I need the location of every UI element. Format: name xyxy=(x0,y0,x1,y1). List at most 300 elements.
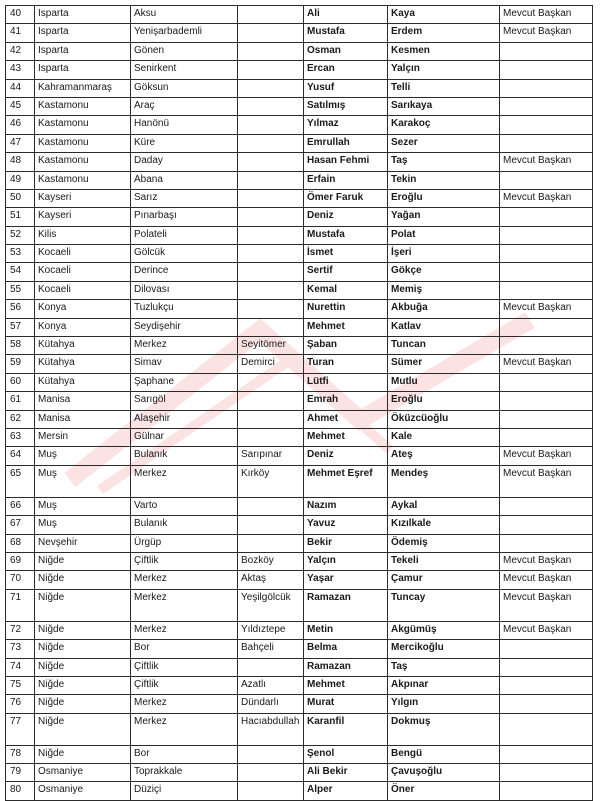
note-cell xyxy=(500,42,593,60)
row-number: 56 xyxy=(6,300,35,318)
first-name-cell: Mustafa xyxy=(304,226,388,244)
note-cell xyxy=(500,516,593,534)
village-cell xyxy=(238,745,304,763)
district-cell: Daday xyxy=(131,153,238,171)
table-row xyxy=(6,713,593,745)
note-cell xyxy=(500,337,593,355)
first-name-cell: Ercan xyxy=(304,61,388,79)
last-name-cell: Polat xyxy=(388,226,500,244)
first-name-cell: Yılmaz xyxy=(304,116,388,134)
table-row xyxy=(6,61,593,79)
village-cell xyxy=(238,658,304,676)
row-number: 65 xyxy=(6,465,35,497)
last-name-cell: Eroğlu xyxy=(388,189,500,207)
province-cell: Manisa xyxy=(35,392,131,410)
village-cell xyxy=(238,300,304,318)
note-cell xyxy=(500,782,593,800)
table-row xyxy=(6,134,593,152)
table-row xyxy=(6,42,593,60)
village-cell xyxy=(238,534,304,552)
table-row xyxy=(6,640,593,658)
district-cell: Pınarbaşı xyxy=(131,208,238,226)
table-row xyxy=(6,552,593,570)
province-cell: Kastamonu xyxy=(35,134,131,152)
table-row xyxy=(6,534,593,552)
table-row xyxy=(6,318,593,336)
table-row xyxy=(6,281,593,299)
note-cell xyxy=(500,534,593,552)
note-cell xyxy=(500,428,593,446)
last-name-cell: Mercikoğlu xyxy=(388,640,500,658)
village-cell xyxy=(238,373,304,391)
first-name-cell: Yalçın xyxy=(304,552,388,570)
row-number: 76 xyxy=(6,695,35,713)
first-name-cell: Deniz xyxy=(304,208,388,226)
province-cell: Kastamonu xyxy=(35,116,131,134)
village-cell xyxy=(238,171,304,189)
district-cell: Polateli xyxy=(131,226,238,244)
last-name-cell: Çavuşoğlu xyxy=(388,764,500,782)
district-cell: Araç xyxy=(131,97,238,115)
village-cell xyxy=(238,428,304,446)
row-number: 78 xyxy=(6,745,35,763)
province-cell: Niğde xyxy=(35,552,131,570)
first-name-cell: Nazım xyxy=(304,497,388,515)
row-number: 53 xyxy=(6,245,35,263)
last-name-cell: Sümer xyxy=(388,355,500,373)
table-row xyxy=(6,300,593,318)
last-name-cell: Tuncay xyxy=(388,589,500,621)
village-cell: Dündarlı xyxy=(238,695,304,713)
village-cell: Aktaş xyxy=(238,571,304,589)
district-cell: Çiftlik xyxy=(131,676,238,694)
first-name-cell: Ömer Faruk xyxy=(304,189,388,207)
first-name-cell: Mehmet xyxy=(304,428,388,446)
row-number: 48 xyxy=(6,153,35,171)
row-number: 45 xyxy=(6,97,35,115)
table-row xyxy=(6,97,593,115)
last-name-cell: Sezer xyxy=(388,134,500,152)
first-name-cell: Hasan Fehmi xyxy=(304,153,388,171)
district-cell: Bor xyxy=(131,640,238,658)
last-name-cell: Öner xyxy=(388,782,500,800)
note-cell xyxy=(500,373,593,391)
note-cell: Mevcut Başkan xyxy=(500,621,593,639)
table-row xyxy=(6,676,593,694)
row-number: 68 xyxy=(6,534,35,552)
last-name-cell: Ateş xyxy=(388,447,500,465)
first-name-cell: Osman xyxy=(304,42,388,60)
note-cell xyxy=(500,318,593,336)
note-cell: Mevcut Başkan xyxy=(500,153,593,171)
note-cell: Mevcut Başkan xyxy=(500,6,593,24)
row-number: 70 xyxy=(6,571,35,589)
district-cell: Ürgüp xyxy=(131,534,238,552)
table-row xyxy=(6,695,593,713)
table-row xyxy=(6,208,593,226)
note-cell xyxy=(500,764,593,782)
last-name-cell: Akgümüş xyxy=(388,621,500,639)
last-name-cell: Gökçe xyxy=(388,263,500,281)
row-number: 69 xyxy=(6,552,35,570)
district-cell: Merkez xyxy=(131,571,238,589)
first-name-cell: Sertif xyxy=(304,263,388,281)
province-cell: Isparta xyxy=(35,42,131,60)
note-cell: Mevcut Başkan xyxy=(500,300,593,318)
village-cell: Hacıabdullah xyxy=(238,713,304,745)
table-row xyxy=(6,497,593,515)
last-name-cell: Yalçın xyxy=(388,61,500,79)
village-cell xyxy=(238,189,304,207)
last-name-cell: Tekeli xyxy=(388,552,500,570)
village-cell: Yıldıztepe xyxy=(238,621,304,639)
first-name-cell: Yavuz xyxy=(304,516,388,534)
district-cell: Şaphane xyxy=(131,373,238,391)
row-number: 71 xyxy=(6,589,35,621)
row-number: 47 xyxy=(6,134,35,152)
province-cell: Niğde xyxy=(35,571,131,589)
note-cell xyxy=(500,497,593,515)
province-cell: Niğde xyxy=(35,676,131,694)
note-cell xyxy=(500,171,593,189)
first-name-cell: Alper xyxy=(304,782,388,800)
province-cell: Niğde xyxy=(35,589,131,621)
village-cell xyxy=(238,516,304,534)
first-name-cell: Emrullah xyxy=(304,134,388,152)
row-number: 49 xyxy=(6,171,35,189)
row-number: 73 xyxy=(6,640,35,658)
province-cell: Konya xyxy=(35,300,131,318)
district-cell: Merkez xyxy=(131,589,238,621)
table-row xyxy=(6,226,593,244)
province-cell: Kastamonu xyxy=(35,171,131,189)
first-name-cell: Turan xyxy=(304,355,388,373)
first-name-cell: Ali Bekir xyxy=(304,764,388,782)
last-name-cell: Erdem xyxy=(388,24,500,42)
last-name-cell: Katlav xyxy=(388,318,500,336)
note-cell xyxy=(500,281,593,299)
last-name-cell: Eroğlu xyxy=(388,392,500,410)
province-cell: Niğde xyxy=(35,713,131,745)
table-row xyxy=(6,589,593,621)
row-number: 74 xyxy=(6,658,35,676)
note-cell xyxy=(500,226,593,244)
district-cell: Merkez xyxy=(131,337,238,355)
last-name-cell: Akpınar xyxy=(388,676,500,694)
first-name-cell: Lütfi xyxy=(304,373,388,391)
last-name-cell: Öküzcüoğlu xyxy=(388,410,500,428)
village-cell xyxy=(238,782,304,800)
note-cell xyxy=(500,97,593,115)
table-row xyxy=(6,189,593,207)
row-number: 67 xyxy=(6,516,35,534)
village-cell xyxy=(238,79,304,97)
province-cell: Kütahya xyxy=(35,355,131,373)
row-number: 57 xyxy=(6,318,35,336)
province-cell: Kastamonu xyxy=(35,97,131,115)
table-row xyxy=(6,392,593,410)
first-name-cell: Satılmış xyxy=(304,97,388,115)
district-cell: Gönen xyxy=(131,42,238,60)
table-row xyxy=(6,447,593,465)
note-cell xyxy=(500,116,593,134)
row-number: 62 xyxy=(6,410,35,428)
district-cell: Aksu xyxy=(131,6,238,24)
row-number: 79 xyxy=(6,764,35,782)
first-name-cell: Murat xyxy=(304,695,388,713)
row-number: 44 xyxy=(6,79,35,97)
note-cell: Mevcut Başkan xyxy=(500,571,593,589)
row-number: 61 xyxy=(6,392,35,410)
province-cell: Kayseri xyxy=(35,208,131,226)
village-cell: Bahçeli xyxy=(238,640,304,658)
district-cell: Çiftlik xyxy=(131,552,238,570)
village-cell xyxy=(238,318,304,336)
province-cell: Niğde xyxy=(35,658,131,676)
table-row xyxy=(6,171,593,189)
first-name-cell: Mehmet Eşref xyxy=(304,465,388,497)
last-name-cell: Tuncan xyxy=(388,337,500,355)
village-cell xyxy=(238,153,304,171)
last-name-cell: Mutlu xyxy=(388,373,500,391)
village-cell xyxy=(238,245,304,263)
province-cell: Kocaeli xyxy=(35,245,131,263)
last-name-cell: Memiş xyxy=(388,281,500,299)
village-cell xyxy=(238,116,304,134)
province-cell: Isparta xyxy=(35,61,131,79)
first-name-cell: İsmet xyxy=(304,245,388,263)
note-cell xyxy=(500,263,593,281)
last-name-cell: Kale xyxy=(388,428,500,446)
first-name-cell: Şenol xyxy=(304,745,388,763)
village-cell xyxy=(238,392,304,410)
last-name-cell: Aykal xyxy=(388,497,500,515)
first-name-cell: Mehmet xyxy=(304,318,388,336)
last-name-cell: Telli xyxy=(388,79,500,97)
last-name-cell: Kesmen xyxy=(388,42,500,60)
row-number: 54 xyxy=(6,263,35,281)
table-row xyxy=(6,263,593,281)
last-name-cell: Ödemiş xyxy=(388,534,500,552)
row-number: 46 xyxy=(6,116,35,134)
table-row xyxy=(6,373,593,391)
village-cell xyxy=(238,281,304,299)
note-cell xyxy=(500,695,593,713)
province-cell: Isparta xyxy=(35,6,131,24)
province-cell: Niğde xyxy=(35,745,131,763)
row-number: 80 xyxy=(6,782,35,800)
village-cell xyxy=(238,97,304,115)
table-body xyxy=(6,6,593,801)
row-number: 55 xyxy=(6,281,35,299)
table-row xyxy=(6,355,593,373)
first-name-cell: Deniz xyxy=(304,447,388,465)
table-row xyxy=(6,79,593,97)
last-name-cell: Sarıkaya xyxy=(388,97,500,115)
first-name-cell: Karanfil xyxy=(304,713,388,745)
village-cell xyxy=(238,24,304,42)
village-cell: Demirci xyxy=(238,355,304,373)
table-row xyxy=(6,621,593,639)
province-cell: Kütahya xyxy=(35,373,131,391)
district-cell: Bor xyxy=(131,745,238,763)
last-name-cell: Mendeş xyxy=(388,465,500,497)
note-cell: Mevcut Başkan xyxy=(500,552,593,570)
first-name-cell: Mehmet xyxy=(304,676,388,694)
province-cell: Konya xyxy=(35,318,131,336)
table-row xyxy=(6,516,593,534)
first-name-cell: Kemal xyxy=(304,281,388,299)
district-cell: Abana xyxy=(131,171,238,189)
row-number: 51 xyxy=(6,208,35,226)
note-cell xyxy=(500,676,593,694)
table-row xyxy=(6,571,593,589)
note-cell xyxy=(500,658,593,676)
province-cell: Osmaniye xyxy=(35,764,131,782)
note-cell xyxy=(500,640,593,658)
table-row xyxy=(6,782,593,800)
first-name-cell: Metin xyxy=(304,621,388,639)
province-cell: Mersin xyxy=(35,428,131,446)
row-number: 66 xyxy=(6,497,35,515)
province-cell: Kütahya xyxy=(35,337,131,355)
row-number: 52 xyxy=(6,226,35,244)
district-cell: Yenişarbademli xyxy=(131,24,238,42)
last-name-cell: Taş xyxy=(388,658,500,676)
row-number: 77 xyxy=(6,713,35,745)
last-name-cell: Dokmuş xyxy=(388,713,500,745)
district-cell: Simav xyxy=(131,355,238,373)
table-row xyxy=(6,745,593,763)
district-cell: Sarıgöl xyxy=(131,392,238,410)
province-cell: Muş xyxy=(35,516,131,534)
district-cell: Bulanık xyxy=(131,447,238,465)
province-cell: Niğde xyxy=(35,695,131,713)
village-cell: Bozköy xyxy=(238,552,304,570)
district-cell: Tuzlukçu xyxy=(131,300,238,318)
last-name-cell: Bengü xyxy=(388,745,500,763)
district-cell: Senirkent xyxy=(131,61,238,79)
village-cell xyxy=(238,410,304,428)
village-cell xyxy=(238,497,304,515)
province-cell: Kastamonu xyxy=(35,153,131,171)
province-cell: Muş xyxy=(35,447,131,465)
note-cell xyxy=(500,713,593,745)
row-number: 42 xyxy=(6,42,35,60)
province-cell: Kilis xyxy=(35,226,131,244)
note-cell: Mevcut Başkan xyxy=(500,465,593,497)
village-cell xyxy=(238,263,304,281)
last-name-cell: Karakoç xyxy=(388,116,500,134)
table-row xyxy=(6,337,593,355)
note-cell xyxy=(500,745,593,763)
table-row xyxy=(6,465,593,497)
district-cell: Alaşehir xyxy=(131,410,238,428)
province-cell: Manisa xyxy=(35,410,131,428)
province-cell: Kayseri xyxy=(35,189,131,207)
first-name-cell: Emrah xyxy=(304,392,388,410)
village-cell: Kırköy xyxy=(238,465,304,497)
first-name-cell: Bekir xyxy=(304,534,388,552)
table-row xyxy=(6,116,593,134)
candidate-table xyxy=(5,5,593,801)
district-cell: Çiftlik xyxy=(131,658,238,676)
first-name-cell: Nurettin xyxy=(304,300,388,318)
province-cell: Muş xyxy=(35,497,131,515)
first-name-cell: Yusuf xyxy=(304,79,388,97)
district-cell: Varto xyxy=(131,497,238,515)
province-cell: Niğde xyxy=(35,640,131,658)
village-cell xyxy=(238,42,304,60)
table-row xyxy=(6,658,593,676)
first-name-cell: Ramazan xyxy=(304,589,388,621)
village-cell: Azatlı xyxy=(238,676,304,694)
row-number: 43 xyxy=(6,61,35,79)
village-cell xyxy=(238,61,304,79)
province-cell: Isparta xyxy=(35,24,131,42)
village-cell xyxy=(238,6,304,24)
village-cell xyxy=(238,226,304,244)
province-cell: Nevşehir xyxy=(35,534,131,552)
table-row xyxy=(6,6,593,24)
table-row xyxy=(6,245,593,263)
district-cell: Derince xyxy=(131,263,238,281)
last-name-cell: Çamur xyxy=(388,571,500,589)
last-name-cell: Akbuğa xyxy=(388,300,500,318)
first-name-cell: Mustafa xyxy=(304,24,388,42)
note-cell: Mevcut Başkan xyxy=(500,447,593,465)
province-cell: Kahramanmaraş xyxy=(35,79,131,97)
last-name-cell: Yılgın xyxy=(388,695,500,713)
note-cell xyxy=(500,134,593,152)
row-number: 50 xyxy=(6,189,35,207)
note-cell xyxy=(500,410,593,428)
village-cell: Yeşilgölcük xyxy=(238,589,304,621)
last-name-cell: Kaya xyxy=(388,6,500,24)
first-name-cell: Belma xyxy=(304,640,388,658)
note-cell: Mevcut Başkan xyxy=(500,589,593,621)
note-cell xyxy=(500,79,593,97)
district-cell: Merkez xyxy=(131,713,238,745)
first-name-cell: Erfain xyxy=(304,171,388,189)
district-cell: Hanönü xyxy=(131,116,238,134)
province-cell: Muş xyxy=(35,465,131,497)
row-number: 41 xyxy=(6,24,35,42)
note-cell xyxy=(500,208,593,226)
last-name-cell: Tekin xyxy=(388,171,500,189)
province-cell: Niğde xyxy=(35,621,131,639)
row-number: 60 xyxy=(6,373,35,391)
row-number: 63 xyxy=(6,428,35,446)
row-number: 75 xyxy=(6,676,35,694)
village-cell xyxy=(238,764,304,782)
last-name-cell: Yağan xyxy=(388,208,500,226)
village-cell xyxy=(238,134,304,152)
table-row xyxy=(6,24,593,42)
first-name-cell: Ramazan xyxy=(304,658,388,676)
district-cell: Merkez xyxy=(131,621,238,639)
district-cell: Düziçi xyxy=(131,782,238,800)
first-name-cell: Yaşar xyxy=(304,571,388,589)
district-cell: Dilovası xyxy=(131,281,238,299)
table-row xyxy=(6,410,593,428)
village-cell: Sarıpınar xyxy=(238,447,304,465)
province-cell: Osmaniye xyxy=(35,782,131,800)
district-cell: Gülnar xyxy=(131,428,238,446)
last-name-cell: Kızılkale xyxy=(388,516,500,534)
district-cell: Göksun xyxy=(131,79,238,97)
note-cell xyxy=(500,392,593,410)
